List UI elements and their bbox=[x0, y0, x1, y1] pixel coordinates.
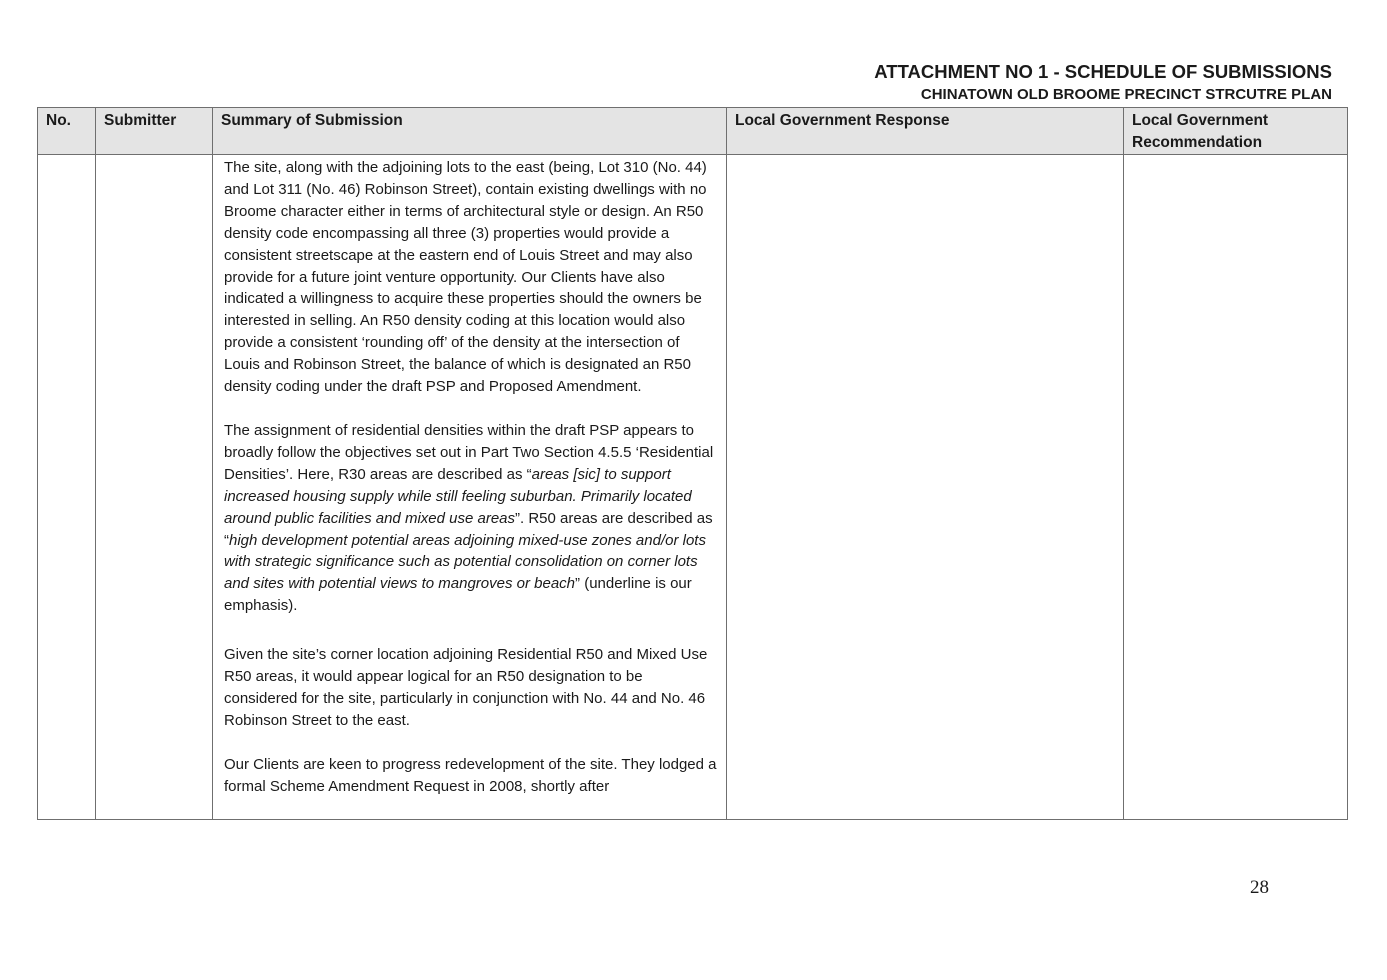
cell-submitter bbox=[96, 155, 213, 820]
summary-paragraph-4: Our Clients are keen to progress redevelopment of the site. They lodged a formal Scheme Amendment Request in 2008, shortly after bbox=[224, 755, 717, 795]
table-header-row bbox=[38, 108, 1348, 155]
cell-summary bbox=[213, 155, 727, 820]
document-title: ATTACHMENT NO 1 - SCHEDULE OF SUBMISSIONS bbox=[874, 61, 1332, 82]
document-subtitle: CHINATOWN OLD BROOME PRECINCT STRCUTRE PLAN bbox=[920, 86, 1332, 103]
column-header-recommendation: Local Government Recommendation bbox=[1124, 108, 1348, 155]
summary-paragraph-2: The assignment of residential densities within the draft PSP appears to broadly follow the objectives set out in Part Two Section 4.5.5 ‘Residential Densities’. Here, R30 areas are described as “areas [sic] to support increased housing supply while still feeling suburban. Primarily located around public facilities and mixed use areas”. R50 areas are described as “high development potential areas adjoining mixed-use zones and/or lots with strategic significance such as potential consolidation on corner lots and sites with potential views to mangroves or beach” (underline is our emphasis). bbox=[224, 421, 714, 615]
page-number: 28 bbox=[1250, 877, 1269, 898]
document-title-block bbox=[874, 60, 1332, 106]
cell-response bbox=[727, 155, 1124, 820]
column-header-no: No. bbox=[38, 108, 96, 155]
table-row bbox=[38, 155, 1348, 820]
submissions-table bbox=[37, 107, 1348, 820]
column-header-response: Local Government Response bbox=[727, 108, 1124, 155]
cell-no bbox=[38, 155, 96, 820]
cell-recommendation bbox=[1124, 155, 1348, 820]
column-header-summary: Summary of Submission bbox=[213, 108, 727, 155]
summary-paragraph-3: Given the site’s corner location adjoining Residential R50 and Mixed Use R50 areas, it would appear logical for an R50 designation to be considered for the site, particularly in conjunction with No. 44 and No. 46 Robinson Street to the east. bbox=[224, 646, 708, 729]
column-header-submitter: Submitter bbox=[96, 108, 213, 155]
summary-paragraph-1: The site, along with the adjoining lots to the east (being, Lot 310 (No. 44) and Lot 311 (No. 46) Robinson Street), contain existing dwellings with no Broome character either in terms of architectural style or design. An R50 density code encompassing all three (3) properties would provide a consistent streetscape at the eastern end of Louis Street and may also provide for a future joint venture opportunity. Our Clients have also indicated a willingness to acquire these properties should the owners be interested in selling. An R50 density coding at this location would also provide a consistent ‘rounding off’ of the density at the intersection of Louis and Robinson Street, the balance of which is designated an R50 density coding under the draft PSP and Proposed Amendment. bbox=[224, 159, 707, 396]
